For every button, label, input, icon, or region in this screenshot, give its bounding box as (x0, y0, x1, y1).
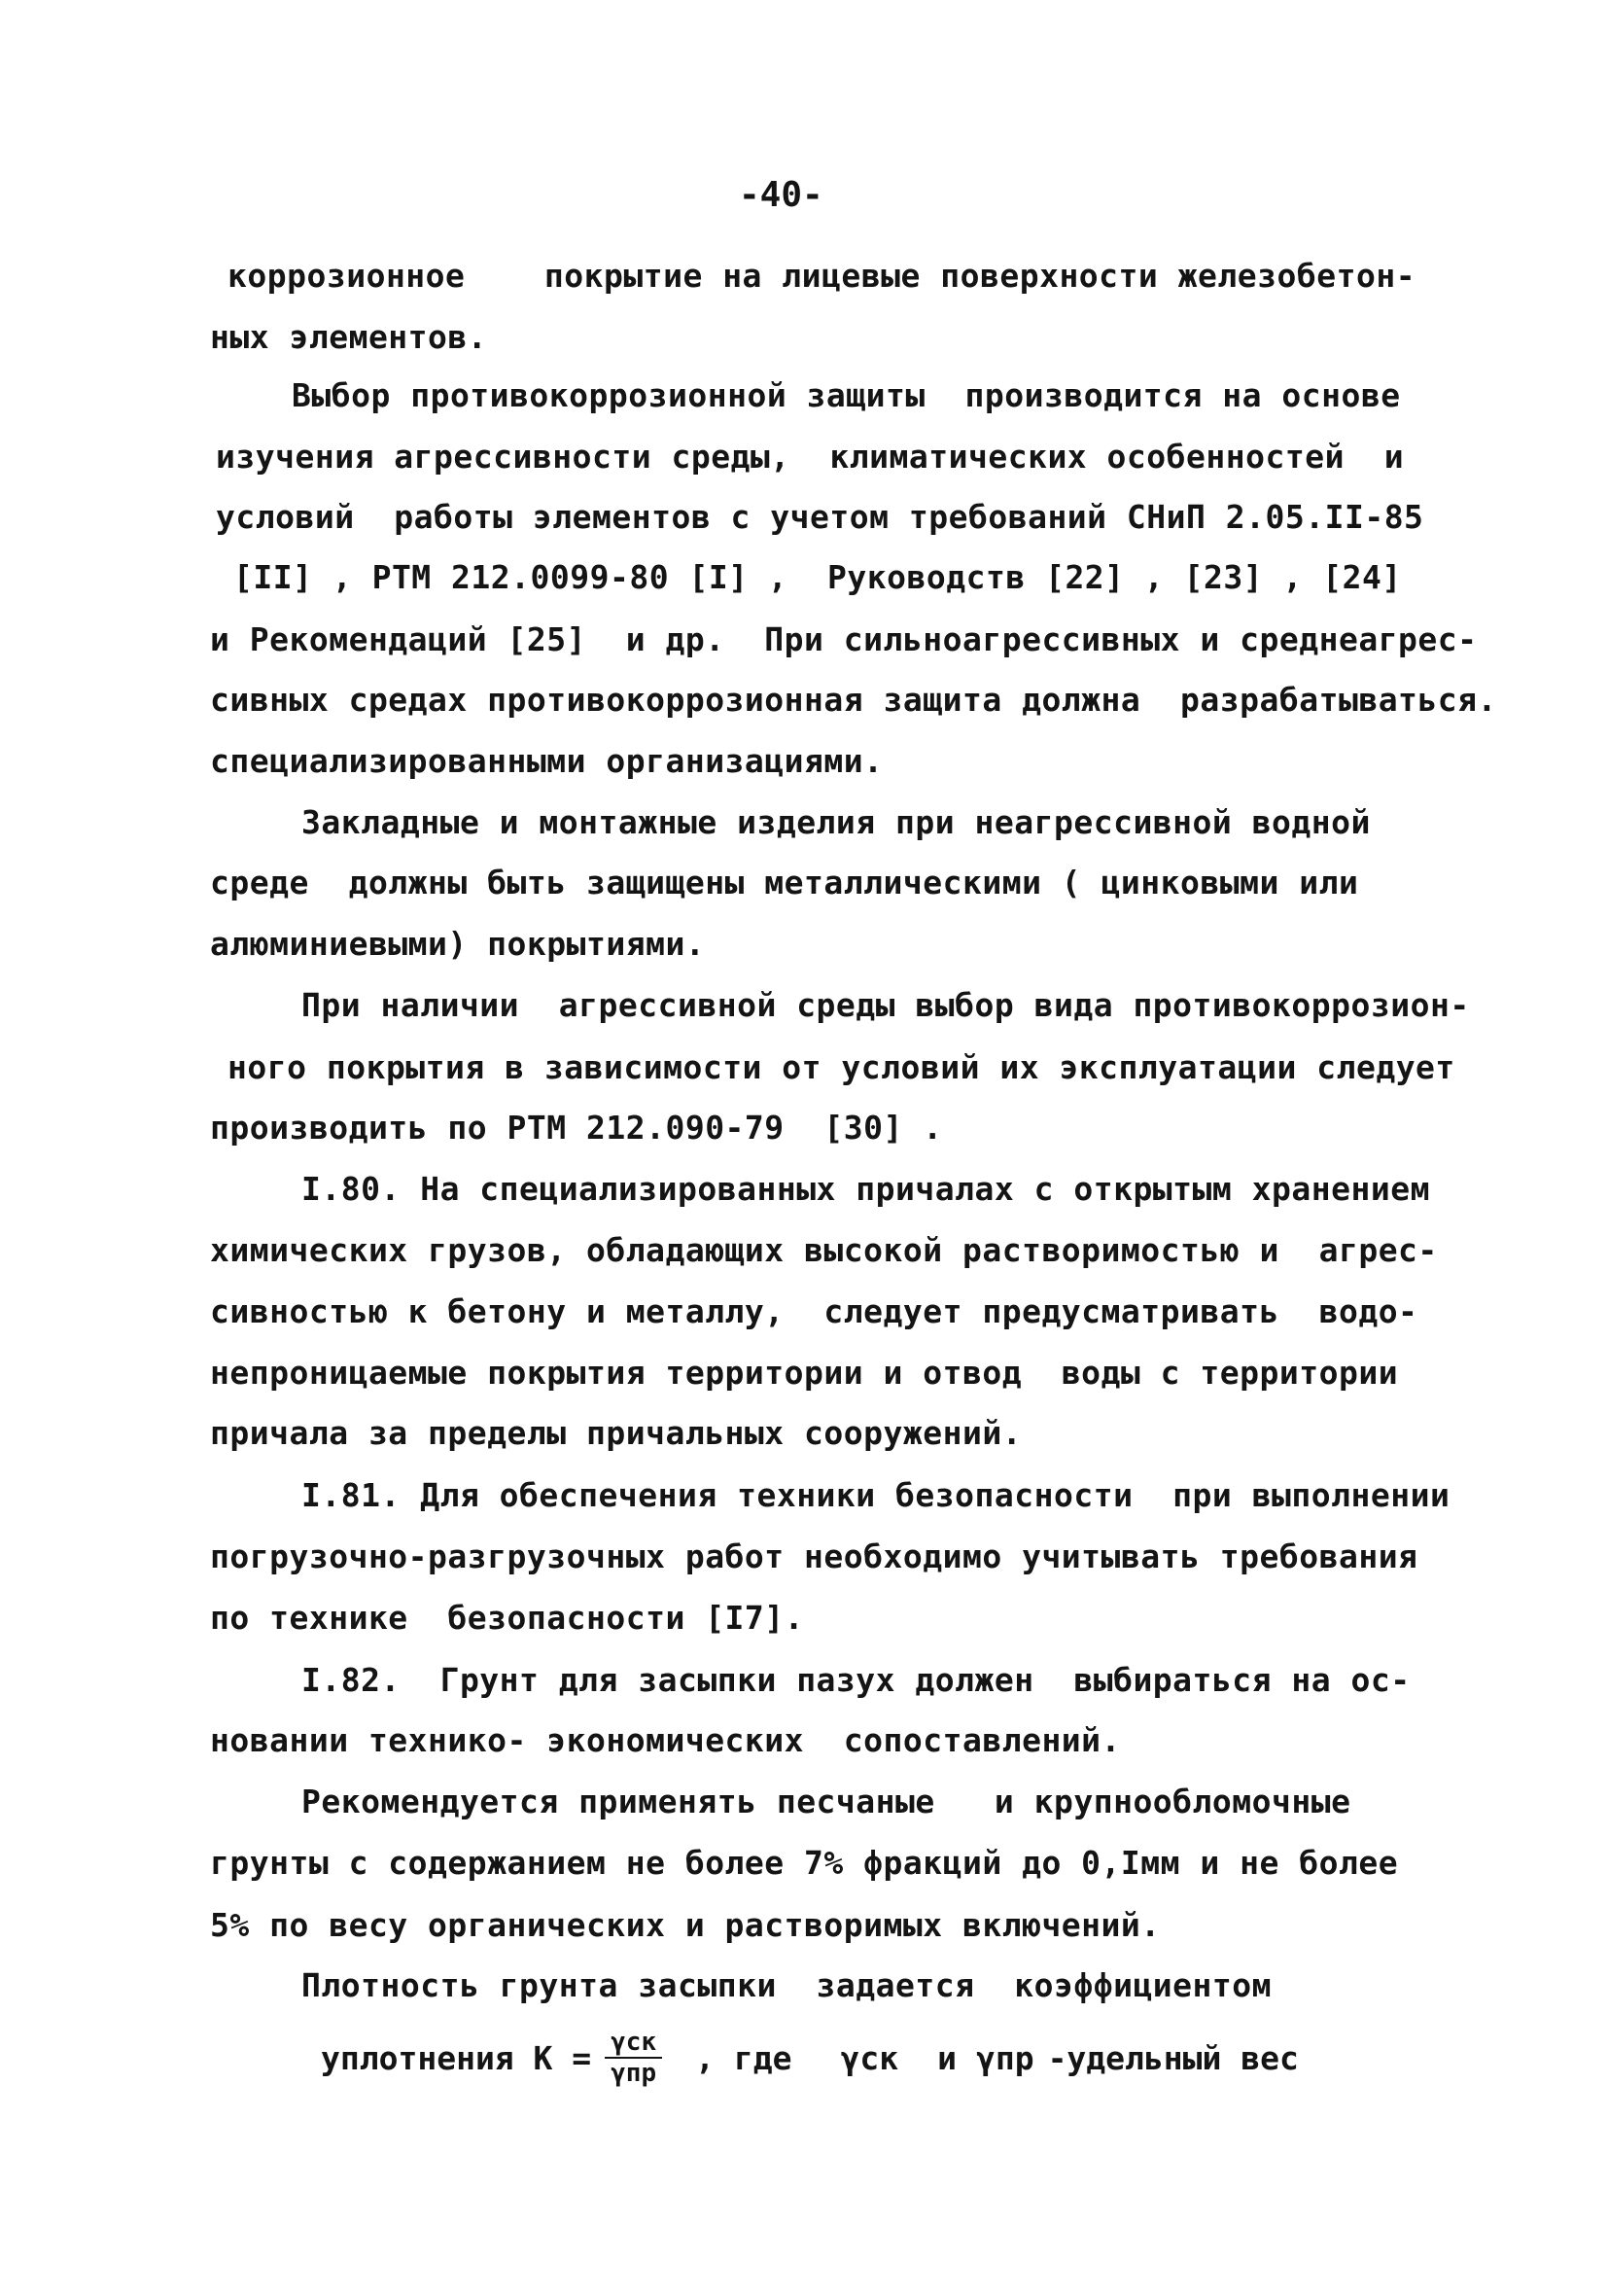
text-line: по технике безопасности [I7]. (210, 1599, 805, 1637)
text-line: новании технико- экономических сопоставлений. (210, 1721, 1121, 1759)
text-line: и Рекомендаций [25] и др. При сильноагрессивных и среднеагрес- (210, 620, 1478, 658)
text-line: производить по РТМ 212.090-79 [30] . (210, 1109, 943, 1147)
formula-symbol-2: γпр (975, 2038, 1034, 2077)
text-line: Закладные и монтажные изделия при неагрессивной водной (301, 803, 1371, 841)
text-line: сивностью к бетону и металлу, следует предусматривать водо- (210, 1292, 1418, 1330)
formula-where: , где (695, 2038, 792, 2077)
fraction-numerator: γск (605, 2028, 662, 2059)
text-line: I.80. На специализированных причалах с открытым хранением (301, 1170, 1430, 1208)
text-line: 5% по весу органических и растворимых включений. (210, 1906, 1161, 1944)
page-number: -40- (739, 175, 823, 215)
text-line: Выбор противокоррозионной защиты производится на основе (292, 376, 1401, 414)
text-line: алюминиевыми) покрытиями. (210, 925, 706, 963)
formula-symbol-1: γск (840, 2038, 899, 2077)
text-line: I.81. Для обеспечения техники безопасности при выполнении (301, 1476, 1451, 1514)
text-line: сивных средах противокоррозионная защита должна разрабатываться. (210, 681, 1497, 719)
text-line: непроницаемые покрытия территории и отвод воды с территории (210, 1354, 1399, 1392)
text-line: Рекомендуется применять песчаные и крупнообломочные (301, 1783, 1351, 1820)
text-line: Плотность грунта засыпки задается коэффициентом (301, 1966, 1273, 2004)
text-line: специализированными организациями. (210, 742, 884, 780)
text-line: ного покрытия в зависимости от условий их эксплуатации следует (227, 1048, 1455, 1086)
text-line: среде должны быть защищены металлическими ( цинковыми или (210, 864, 1359, 901)
fraction-denominator: γпр (611, 2059, 657, 2088)
text-line: ных элементов. (210, 318, 488, 356)
text-line: При наличии агрессивной среды выбор вида противокоррозион- (301, 986, 1470, 1024)
text-line: грунты с содержанием не более 7% фракций до 0,Iмм и не более (210, 1844, 1399, 1882)
text-line: [II] , РТМ 212.0099-80 [I] , Руководств [22] , [23] , [24] (233, 558, 1402, 596)
compaction-formula (321, 2028, 1299, 2088)
text-line: причала за пределы причальных сооружений. (210, 1414, 1023, 1452)
text-line: химических грузов, обладающих высокой растворимостью и агрес- (210, 1231, 1438, 1269)
formula-suffix: -удельный вес (1047, 2038, 1299, 2077)
text-line: погрузочно-разгрузочных работ необходимо учитывать требования (210, 1537, 1418, 1575)
text-line: I.82. Грунт для засыпки пазух должен выбираться на ос- (301, 1661, 1411, 1699)
text-line: коррозионное покрытие на лицевые поверхности железобетон- (227, 257, 1416, 295)
text-line: условий работы элементов с учетом требований СНиП 2.05.II-85 (216, 498, 1424, 536)
formula-and: и (937, 2038, 957, 2077)
text-line: изучения агрессивности среды, климатических особенностей и (216, 438, 1405, 476)
formula-prefix: уплотнения K = (321, 2038, 592, 2077)
formula-fraction (605, 2028, 662, 2088)
